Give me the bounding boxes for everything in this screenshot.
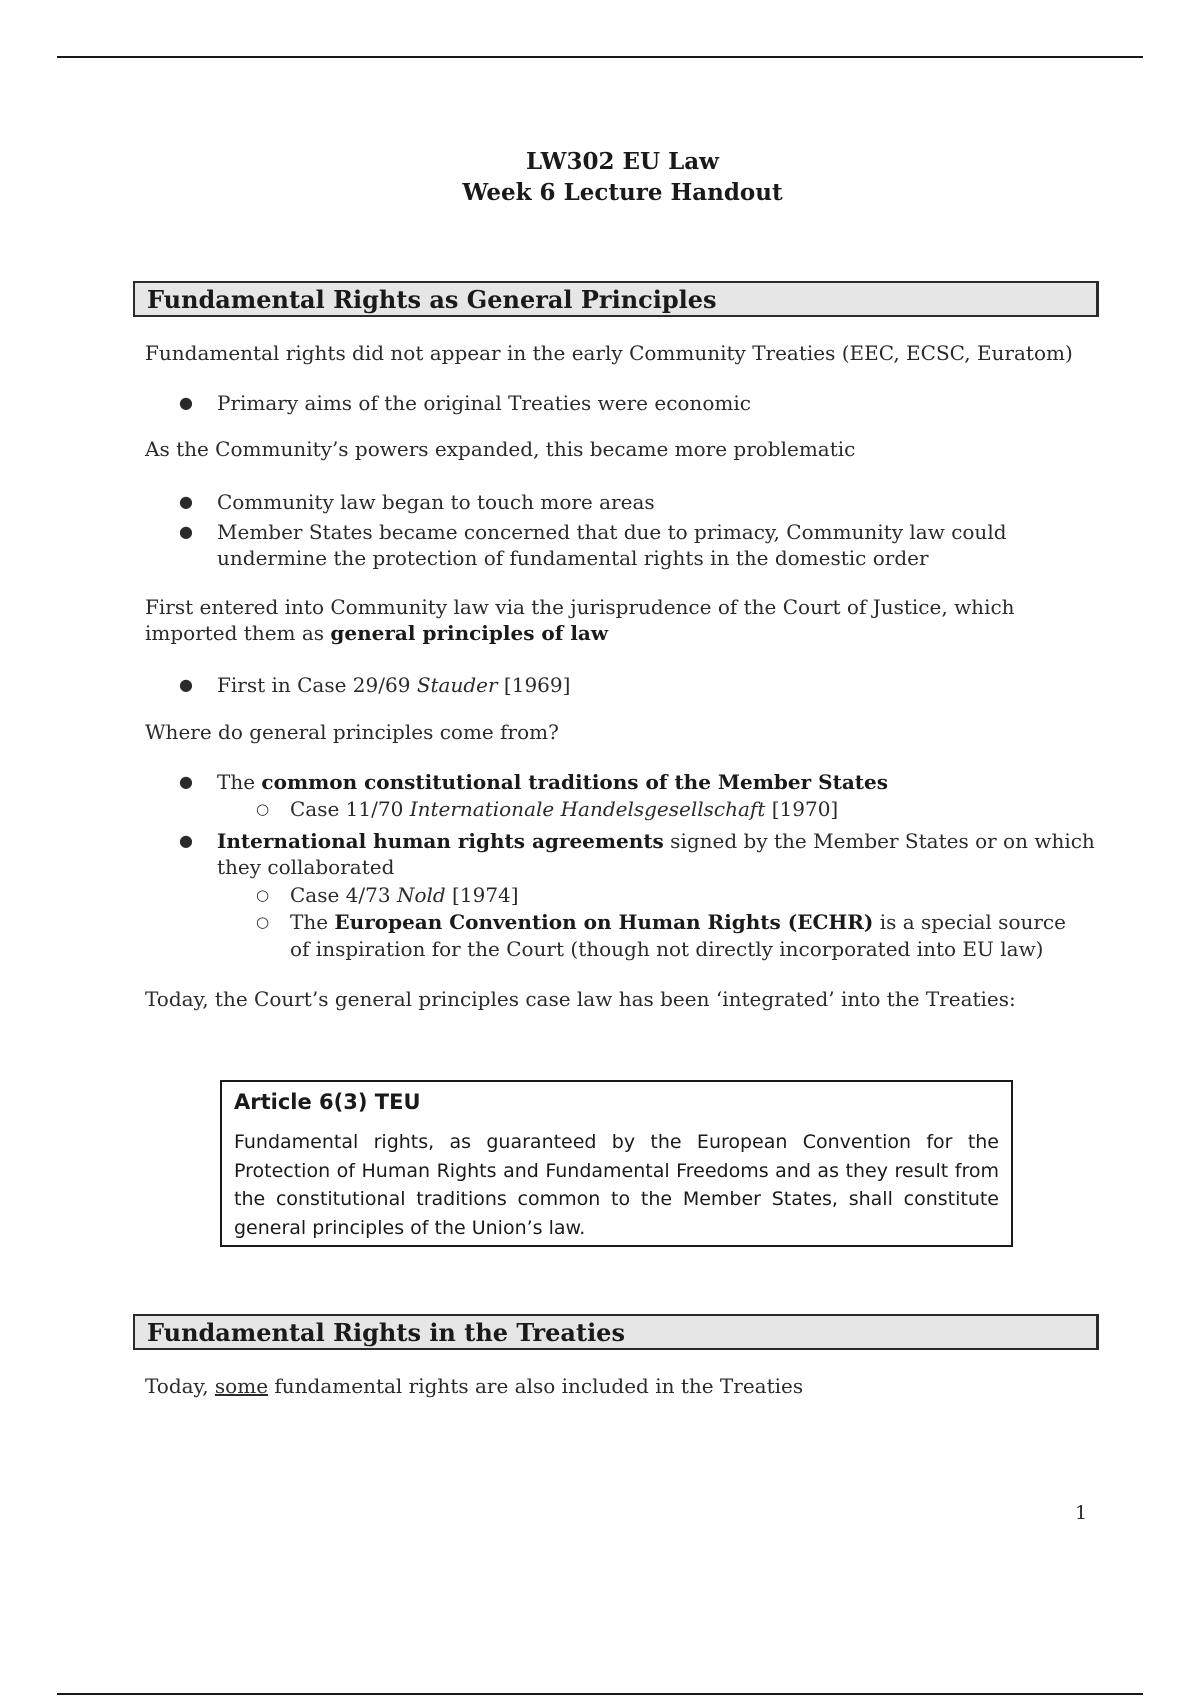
section-heading-text: Fundamental Rights in the Treaties	[147, 1318, 625, 1347]
bullet-icon: ●	[179, 492, 193, 511]
article-quote-box	[220, 1080, 1013, 1247]
bullet-icon: ●	[179, 772, 193, 791]
list-item: ● First in Case 29/69 Stauder [1969]	[179, 673, 571, 697]
section-heading-treaties	[133, 1314, 1099, 1350]
bullet-icon: ●	[179, 831, 193, 850]
circle-bullet-icon: ○	[256, 886, 270, 904]
underlined-term: some	[214, 1374, 269, 1398]
list-item: ● The common constitutional traditions of the Member States	[179, 770, 889, 794]
case-name: Internationale Handelsgesellschaft	[409, 797, 766, 821]
paragraph-court-jurisprudence: First entered into Community law via the jurisprudence of the Court of Justice, which imported them as general principles of law	[145, 595, 1015, 645]
circle-bullet-icon: ○	[256, 913, 270, 931]
key-term: general principles of law	[330, 621, 609, 645]
list-item	[179, 489, 1097, 515]
paragraph-integrated: Today, the Court’s general principles case law has been ‘integrated’ into the Treaties:	[145, 987, 1016, 1011]
sub-list-item: ○ Case 11/70 Internationale Handelsgesellschaft [1970]	[256, 797, 839, 821]
key-term: International human rights agreements	[217, 829, 664, 853]
key-term: common constitutional traditions of the Member States	[261, 770, 889, 794]
list-item-text: Primary aims of the original Treaties were economic	[217, 391, 751, 415]
top-rule	[57, 56, 1143, 58]
list-item: ● International human rights agreements signed by the Member States or on which they collaborated	[179, 829, 1095, 879]
paragraph-question: Where do general principles come from?	[145, 720, 559, 744]
section-heading-general-principles	[133, 281, 1099, 317]
list-item-text: Member States became concerned that due to primacy, Community law could undermine the protection of fundamental rights in the domestic order	[217, 520, 1007, 570]
paragraph-powers-expanded: As the Community’s powers expanded, this became more problematic	[145, 437, 856, 461]
key-term: European Convention on Human Rights (ECHR)	[334, 910, 874, 934]
sub-list-item: ○ The European Convention on Human Rights (ECHR) is a special source of inspiration for the Court (though not directly incorporated into EU law)	[256, 910, 1066, 961]
paragraph-early-treaties: Fundamental rights did not appear in the early Community Treaties (EEC, ECSC, Euratom)	[145, 341, 1073, 365]
handout-title: Week 6 Lecture Handout	[462, 179, 783, 206]
case-name: Nold	[396, 883, 446, 907]
page-number: 1	[1075, 1502, 1088, 1524]
bullet-icon: ●	[179, 522, 193, 541]
circle-bullet-icon: ○	[256, 800, 270, 818]
section-heading-text: Fundamental Rights as General Principles	[147, 285, 717, 314]
course-title: LW302 EU Law	[526, 148, 719, 175]
list-item-text: Community law began to touch more areas	[217, 490, 655, 514]
bottom-rule	[57, 1693, 1143, 1695]
sub-list-item: ○ Case 4/73 Nold [1974]	[256, 883, 519, 907]
document-title	[145, 146, 1100, 208]
article-body: Fundamental rights, as guaranteed by the European Convention for the Protection of Human Rights and Fundamental Freedoms and as they result from the constitutional traditions common to the Member States, shall constitute general principles of the Union’s law.	[234, 1131, 999, 1239]
paragraph-some-rights: Today, some fundamental rights are also included in the Treaties	[145, 1374, 804, 1398]
list-item	[179, 519, 1097, 571]
list-item	[179, 390, 1097, 416]
article-heading: Article 6(3) TEU	[234, 1090, 421, 1114]
bullet-icon: ●	[179, 393, 193, 412]
bullet-icon: ●	[179, 675, 193, 694]
case-name: Stauder	[416, 673, 498, 697]
